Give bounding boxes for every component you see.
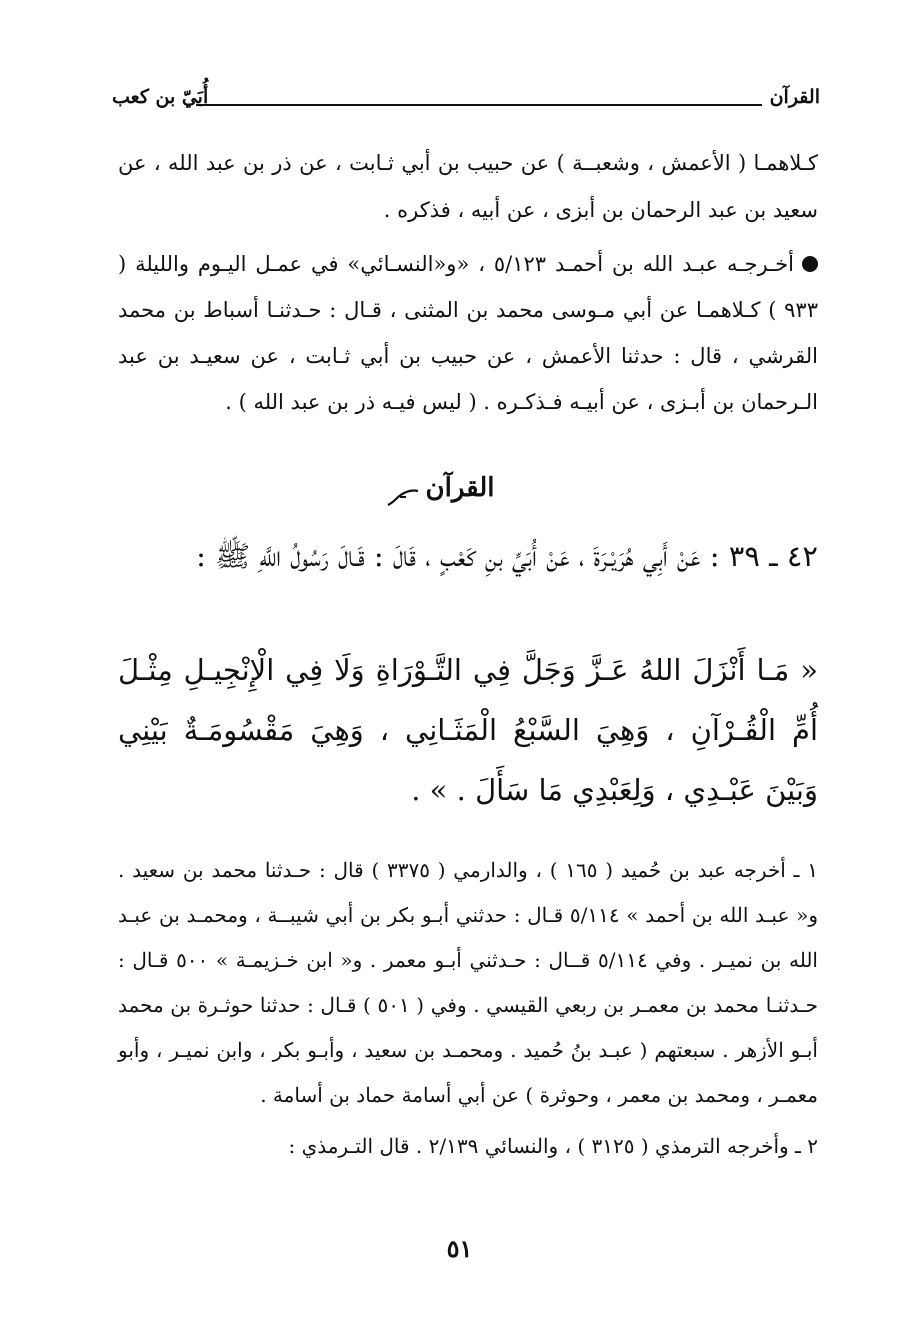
- section-heading: [380, 473, 540, 513]
- intro-paragraph: كـلاهمـا ( الأعمش ، وشعبــة ) عن حبيب بن أبي ثـابت ، عن ذر بن عبد الله ، عن سعيد بن عبد الرحمان بن أبزى ، عن أبيه ، فذكره .: [118, 151, 818, 222]
- section-heading-text: القرآن: [425, 473, 495, 503]
- page-number: ٥١: [446, 1234, 473, 1263]
- takhrij-paragraph: [118, 241, 818, 425]
- running-header: [112, 86, 820, 114]
- footnote-1: ١ ـ أخرجه عبد بن حُميد ( ١٦٥ ) ، والدارمي ( ٣٣٧٥ ) قال : حـدثنا محمد بن سعيد . و« عبـد الله بن أحمد » ٥/١١٤ قـال : حدثني أبـو بكر بن أبي شيبــة ، ومحمـد بن عبـد الله بن نميـر . وفي ٥/١١٤ قــال : حـدثني أبـو معمر . و« ابن خـزيمـة » ٥٠٠ قـال : حـدثنـا محمد بن معمـر بن ربعي القيسي . وفي ( ٥٠١ ) قـال : حدثنا حوثـرة بن محمد أبـو الأزهر . سبعتهم ( عبـد بنُ حُميد . ومحمـد بن سعيد ، وأبـو بكر ، وابن نميـر ، وأبو معمـر ، ومحمد بن معمر ، وحوثرة ) عن أبي أسامة حماد بن أسامة .: [118, 858, 818, 1107]
- hadith-heading: ٤٢ ـ ٣٩ : عَنْ أَبِي هُرَيْـرَةَ ، عَنْ أُبَيِّ بنِ كَعْبٍ ، قَالَ : قَـالَ رَسُولُ اللَّهِ ﷺ :: [196, 539, 818, 573]
- takhrij-text: أخـرجـه عبـد الله بن أحمـد ٥/١٢٣ ، «و«النسـائي» في عمـل اليـوم والليلة ( ٩٣٣ ) كـلاهمـا عن أبي مـوسى محمد بن المثنى ، قـال : حـدثنـا أسباط بن محمد القرشي ، قال : حدثنا الأعمش ، عن حبيب بن أبي ثـابت ، عن سعيـد بن عبد الـرحمان بن أبـزى ، عن أبيـه فـذكـره . ( ليس فيـه ذر بن عبد الله ) .: [118, 252, 818, 414]
- header-section-title: القرآن: [769, 86, 820, 108]
- footnotes: [118, 848, 818, 1175]
- header-narrator: أُبَيّ بن كعب: [112, 86, 209, 108]
- header-rule: [196, 104, 762, 106]
- footnote-2: ٢ ـ وأخرجه الترمذي ( ٣١٢٥ ) ، والنسائي ٢/١٣٩ . قال التـرمذي :: [288, 1134, 818, 1158]
- ornament-icon: [386, 485, 420, 507]
- hadith-text: « مَـا أَنْزَلَ اللهُ عَـزَّ وَجَلَّ فِي التَّـوْرَاةِ وَلَا فِي الْإِنْجِيـلِ مِثْـلَ أُمِّ الْقُـرْآنِ ، وَهِيَ السَّبْعُ الْمَثَـانِي ، وَهِيَ مَقْسُومَـةٌ بَيْنِي وَبَيْنَ عَبْـدِي ، وَلِعَبْدِي مَا سَأَلَ . » .: [118, 653, 819, 807]
- bullet-icon: [802, 256, 818, 272]
